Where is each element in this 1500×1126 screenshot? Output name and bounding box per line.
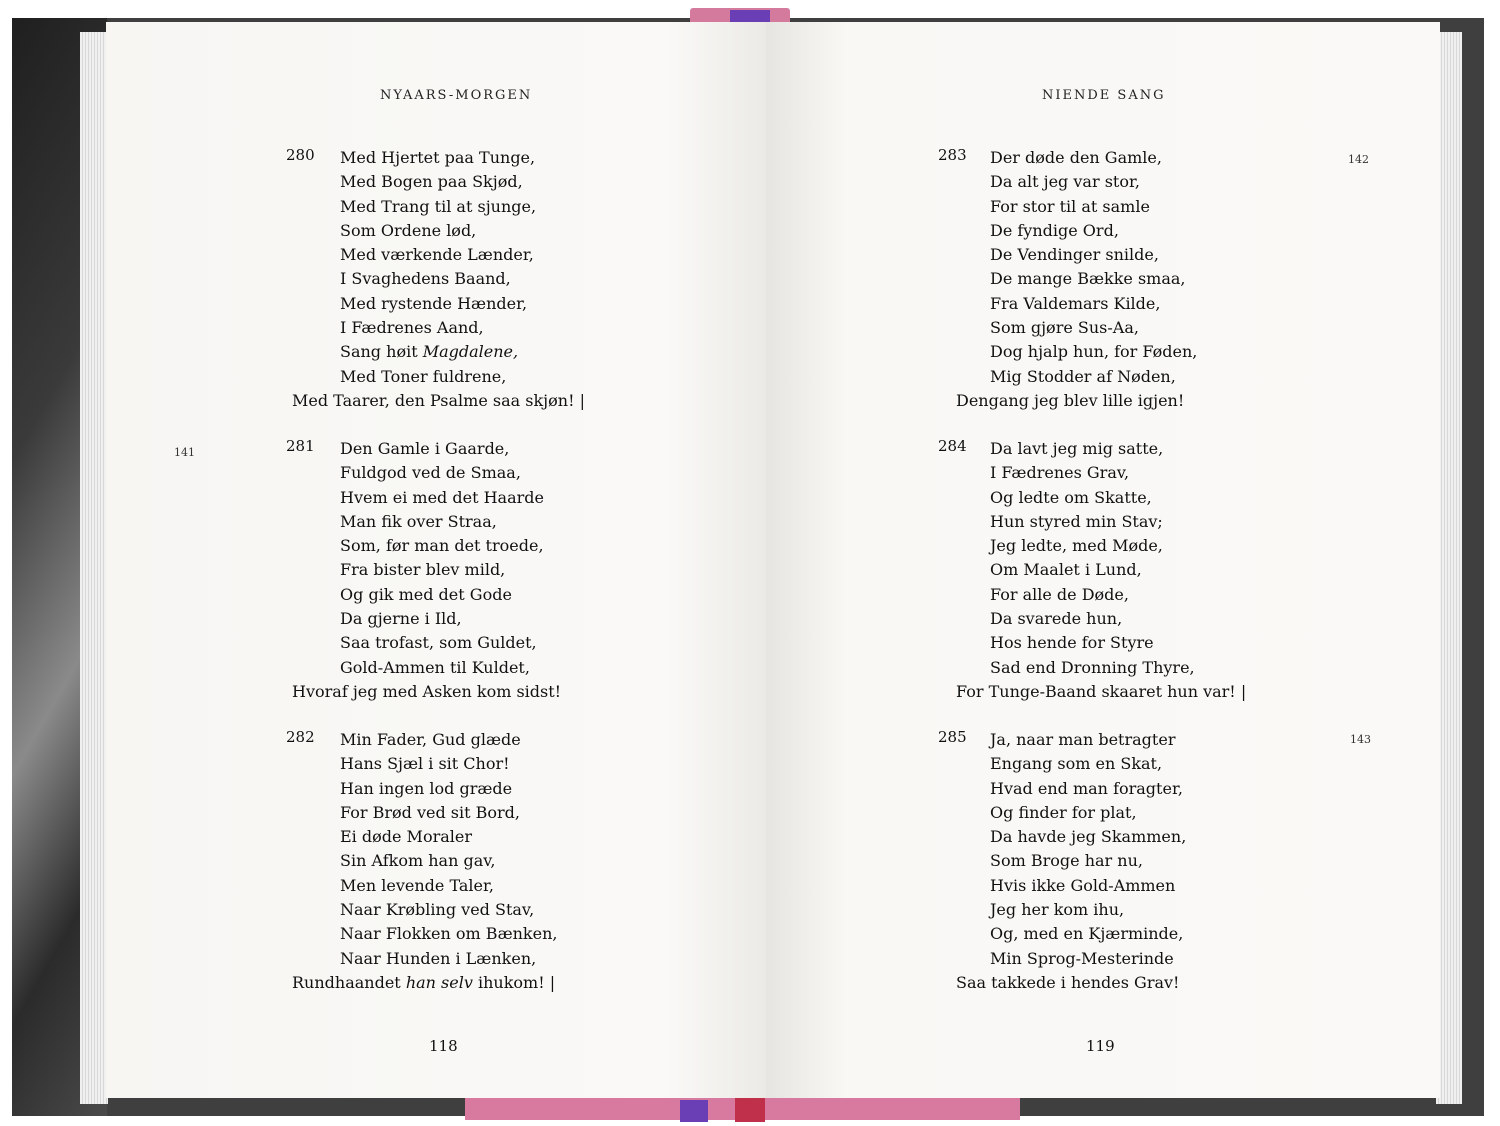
- verse-line: Man fik over Straa,: [340, 511, 497, 531]
- verse-line: Rundhaandet han selv ihukom! |: [292, 972, 556, 992]
- verse-line: Da gjerne i Ild,: [340, 609, 462, 629]
- verse-line: De mange Bække smaa,: [990, 269, 1186, 289]
- verse-line: For stor til at samle: [990, 196, 1150, 216]
- verse-line: Dog hjalp hun, for Føden,: [990, 342, 1198, 362]
- margin-number-right-2: 143: [1350, 733, 1371, 746]
- verse-line: Da alt jeg var stor,: [990, 172, 1140, 192]
- verse-line: Sin Afkom han gav,: [340, 851, 496, 871]
- running-head-right: NIENDE SANG: [1042, 88, 1166, 103]
- verse-line: Med Trang til at sjunge,: [340, 196, 537, 216]
- verse-line: Jeg her kom ihu,: [990, 900, 1125, 920]
- verse-line: Og, med en Kjærminde,: [990, 924, 1184, 944]
- verse-line: Fra Valdemars Kilde,: [990, 293, 1161, 313]
- stanza-number: 285: [938, 728, 967, 746]
- running-head-left: NYAARS-MORGEN: [380, 88, 533, 103]
- stanza-number: 284: [938, 437, 967, 455]
- ribbon-bookmark-purple: [680, 1100, 708, 1122]
- verse-line: Hvem ei med det Haarde: [340, 487, 544, 507]
- stanza-lines: [956, 437, 1500, 704]
- verse-line: Hvad end man foragter,: [990, 778, 1183, 798]
- verse-line: Med Toner fuldrene,: [340, 366, 507, 386]
- verse-line: Ei døde Moraler: [340, 827, 472, 847]
- verse-line: Med Hjertet paa Tunge,: [340, 148, 536, 167]
- verse-line: Med værkende Lænder,: [340, 245, 534, 265]
- verse-line: Som, før man det troede,: [340, 536, 544, 556]
- verse-line: De Vendinger snilde,: [990, 245, 1159, 265]
- margin-number-left: 141: [174, 446, 195, 459]
- verse-line: Da svarede hun,: [990, 609, 1123, 629]
- verse-line: Jeg ledte, med Møde,: [990, 536, 1163, 556]
- verse-line: I Fædrenes Grav,: [990, 463, 1130, 483]
- verse-line: Og finder for plat,: [990, 802, 1137, 822]
- left-page: [106, 22, 766, 1098]
- verse-line: Som gjøre Sus-Aa,: [990, 318, 1139, 338]
- verse-line: I Fædrenes Aand,: [340, 318, 484, 338]
- verse-line: Om Maalet i Lund,: [990, 560, 1142, 580]
- stanza-285: [938, 728, 1498, 992]
- stanza-283: [938, 146, 1498, 410]
- folio-right: 119: [1086, 1037, 1115, 1055]
- verse-line: Men levende Taler,: [340, 875, 494, 895]
- stanza-281: [286, 437, 846, 701]
- verse-line: Og gik med det Gode: [340, 584, 512, 604]
- verse-line: Dengang jeg blev lille igjen!: [956, 390, 1185, 410]
- verse-line: Da lavt jeg mig satte,: [990, 439, 1164, 458]
- verse-line: Min Sprog-Mesterinde: [990, 948, 1174, 968]
- verse-line: Fuldgod ved de Smaa,: [340, 463, 521, 483]
- verse-line: Engang som en Skat,: [990, 754, 1163, 774]
- verse-line: Den Gamle i Gaarde,: [340, 439, 510, 458]
- verse-line: Hun styred min Stav;: [990, 511, 1163, 531]
- verse-line: Han ingen lod græde: [340, 778, 513, 798]
- verse-line: De fyndige Ord,: [990, 220, 1119, 240]
- stanza-number: 280: [286, 146, 315, 164]
- verse-line: Min Fader, Gud glæde: [340, 730, 521, 749]
- ribbon-bookmark-red: [735, 1098, 765, 1122]
- verse-line: Og ledte om Skatte,: [990, 487, 1152, 507]
- verse-line: Med Bogen paa Skjød,: [340, 172, 523, 192]
- stanza-284: [938, 437, 1498, 701]
- verse-line: Naar Krøbling ved Stav,: [340, 900, 535, 920]
- verse-line: Som Ordene lød,: [340, 220, 477, 240]
- page-edges-left: [80, 32, 108, 1104]
- verse-line: Hos hende for Styre: [990, 633, 1154, 653]
- stanza-number: 283: [938, 146, 967, 164]
- verse-line: For Tunge-Baand skaaret hun var! |: [956, 681, 1247, 701]
- stanza-280: [286, 146, 846, 410]
- verse-line: Mig Stodder af Nøden,: [990, 366, 1176, 386]
- verse-line: Med Taarer, den Psalme saa skjøn! |: [292, 390, 585, 410]
- verse-line: Saa takkede i hendes Grav!: [956, 972, 1180, 992]
- verse-line: I Svaghedens Baand,: [340, 269, 511, 289]
- verse-line: Da havde jeg Skammen,: [990, 827, 1187, 847]
- verse-line: Hvis ikke Gold-Ammen: [990, 875, 1176, 895]
- stanza-lines: [956, 728, 1500, 995]
- stanza-number: 282: [286, 728, 315, 746]
- verse-line: Der døde den Gamle,: [990, 148, 1162, 167]
- right-page: [766, 22, 1440, 1098]
- verse-line: Med rystende Hænder,: [340, 293, 528, 313]
- verse-line: Saa trofast, som Guldet,: [340, 633, 537, 653]
- stanza-number: 281: [286, 437, 315, 455]
- verse-line: For alle de Døde,: [990, 584, 1129, 604]
- verse-line: Fra bister blev mild,: [340, 560, 506, 580]
- verse-line: Hans Sjæl i sit Chor!: [340, 754, 510, 774]
- stanza-282: [286, 728, 846, 992]
- verse-line: Ja, naar man betragter: [990, 730, 1176, 749]
- verse-line: Naar Hunden i Lænken,: [340, 948, 537, 968]
- verse-line: Sang høit Magdalene,: [340, 342, 519, 362]
- verse-line: Hvoraf jeg med Asken kom sidst!: [292, 681, 562, 701]
- verse-line: Som Broge har nu,: [990, 851, 1143, 871]
- stanza-lines: [956, 146, 1500, 413]
- verse-line: Gold-Ammen til Kuldet,: [340, 657, 530, 677]
- verse-line: For Brød ved sit Bord,: [340, 802, 521, 822]
- margin-number-right-1: 142: [1348, 153, 1369, 166]
- verse-line: Naar Flokken om Bænken,: [340, 924, 558, 944]
- verse-line: Sad end Dronning Thyre,: [990, 657, 1195, 677]
- folio-left: 118: [429, 1037, 458, 1055]
